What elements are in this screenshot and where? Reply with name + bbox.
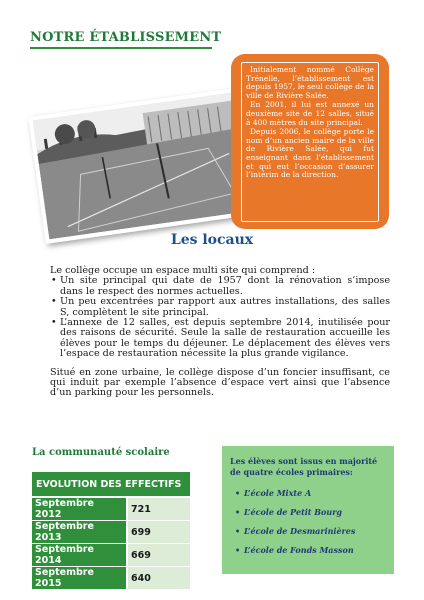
table-row bbox=[32, 521, 190, 544]
table-header: EVOLUTION DES EFFECTIFS bbox=[32, 472, 190, 497]
table-row bbox=[32, 567, 190, 590]
locaux-section bbox=[50, 266, 390, 399]
table-header-row bbox=[32, 472, 190, 497]
row-value: 640 bbox=[127, 567, 190, 590]
table-row bbox=[32, 544, 190, 567]
courtyard-illustration bbox=[33, 93, 248, 240]
table-row bbox=[32, 497, 190, 521]
list-item: • L’école de Desmarinières bbox=[244, 526, 355, 545]
list-item: • L’école Mixte A bbox=[244, 488, 355, 507]
list-item: • Un site principal qui date de 1957 dont la rénovation s’impose dans le respect des normes actuelles. bbox=[60, 276, 390, 297]
schools-intro: Les élèves sont issus en majorité de quatre écoles primaires: bbox=[230, 456, 378, 477]
title-underline bbox=[30, 47, 212, 49]
locaux-closing: Situé en zone urbaine, le collège dispose d’un foncier insuffisant, ce qui induit par exemple l’absence d’espace vert ainsi que l’absence d’un parking pour les personnels. bbox=[50, 366, 390, 399]
schools-panel bbox=[222, 446, 394, 574]
row-label: Septembre 2012 bbox=[32, 497, 127, 521]
history-text bbox=[241, 62, 379, 222]
row-label: Septembre 2015 bbox=[32, 567, 127, 590]
locaux-intro: Le collège occupe un espace multi site qui comprend : bbox=[50, 265, 316, 276]
history-paragraph: En 2001, il lui est annexé un deuxième site de 12 salles, situé à 400 mètres du site principal. bbox=[246, 100, 374, 127]
row-label: Septembre 2013 bbox=[32, 521, 127, 544]
school-courtyard-photo bbox=[28, 88, 252, 244]
page-title: NOTRE ÉTABLISSEMENT bbox=[30, 30, 222, 45]
schools-list bbox=[244, 488, 355, 564]
section-title-locaux: Les locaux bbox=[170, 232, 254, 248]
row-value: 721 bbox=[127, 497, 190, 521]
locaux-list bbox=[50, 276, 390, 359]
history-paragraph: Initialement nommé Collège Trénelle, l’établissement est depuis 1957, le seul collège de la ville de Rivière Salée. bbox=[246, 65, 374, 100]
enrollment-table bbox=[32, 472, 190, 590]
list-item: • L’école de Petit Bourg bbox=[244, 507, 355, 526]
history-paragraph: Depuis 2006, le collège porte le nom d’un ancien maire de la ville de Rivière Salée, qui fut enseignant dans l’établissement et qui eut l’occasion d’assurer l’intérim de la direction. bbox=[246, 127, 374, 180]
list-item: • Un peu excentrées par rapport aux autres installations, des salles S, complètent le site principal. bbox=[60, 297, 390, 318]
row-value: 699 bbox=[127, 521, 190, 544]
community-title: La communauté scolaire bbox=[32, 447, 170, 458]
row-value: 669 bbox=[127, 544, 190, 567]
row-label: Septembre 2014 bbox=[32, 544, 127, 567]
list-item: • L’annexe de 12 salles, est depuis septembre 2014, inutilisée pour des raisons de sécurité. Seule la salle de restauration accueille les élèves pour le temps du déjeuner. Le déplacement des élèves vers l’espace de restauration nécessite la plus grande vigilance. bbox=[60, 318, 390, 360]
list-item: • L’école de Fonds Masson bbox=[244, 545, 355, 564]
